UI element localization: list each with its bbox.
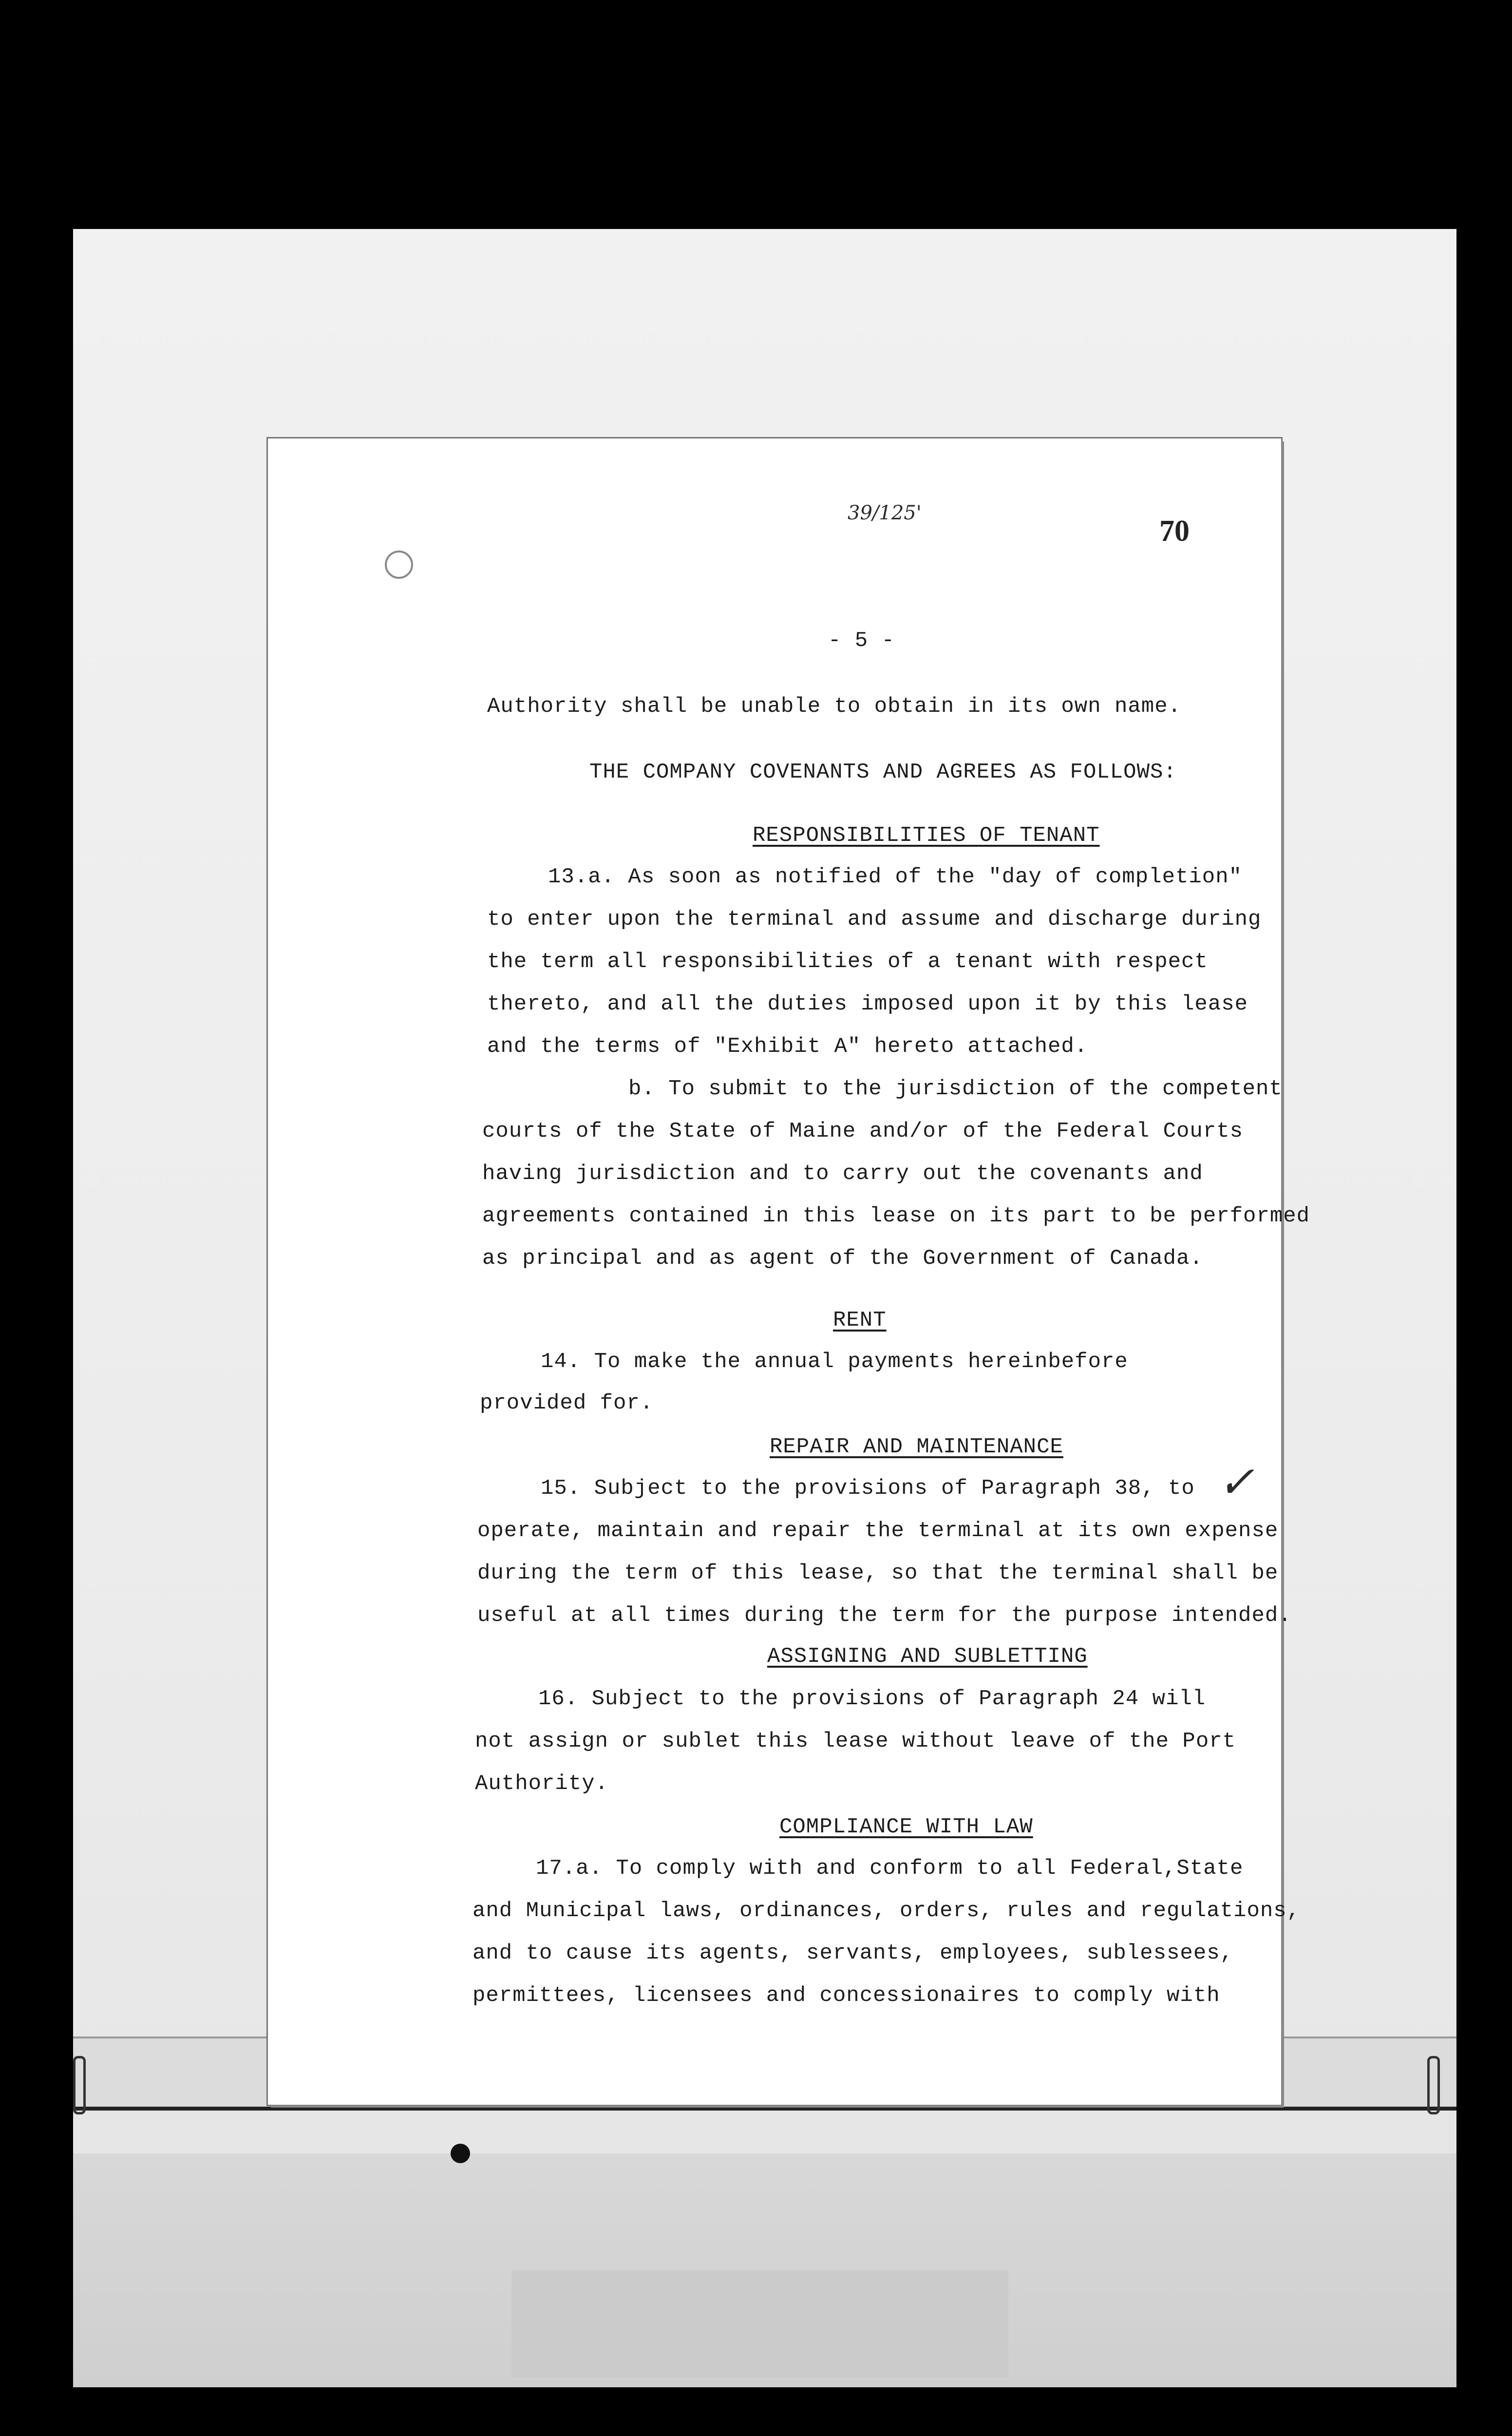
paragraph-line: operate, maintain and repair the terminal at its own expense [477, 1519, 1279, 1543]
paragraph-line: 16. Subject to the provisions of Paragraph 24 will [538, 1687, 1206, 1711]
section-heading-tenant: RESPONSIBILITIES OF TENANT [753, 823, 1100, 848]
paragraph-line: permittees, licensees and concessionaires to comply with [472, 1983, 1220, 2008]
paragraph-line: useful at all times during the term for the purpose intended. [477, 1603, 1292, 1628]
paragraph-line: provided for. [480, 1391, 654, 1415]
paragraph-line: 15. Subject to the provisions of Paragraph 38, to [541, 1476, 1195, 1501]
paragraph-line: b. To submit to the jurisdiction of the competent [628, 1077, 1283, 1101]
handwritten-reference: 39/125' [848, 502, 922, 524]
paragraph-line: as principal and as agent of the Government of Canada. [482, 1246, 1203, 1271]
section-heading-compliance: COMPLIANCE WITH LAW [779, 1815, 1033, 1839]
paragraph-line: agreements contained in this lease on its part to be performed [482, 1204, 1310, 1228]
section-heading-repair: REPAIR AND MAINTENANCE [770, 1435, 1063, 1459]
paragraph-line: 13.a. As soon as notified of the "day of completion" [548, 865, 1243, 889]
paragraph-line: thereto, and all the duties imposed upon it by this lease [487, 992, 1248, 1016]
page-number: 70 [1159, 514, 1190, 548]
paragraph-line: during the term of this lease, so that the terminal shall be [477, 1561, 1279, 1585]
paragraph-line: and Municipal laws, ordinances, orders, rules and regulations, [472, 1899, 1301, 1923]
page-header: - 5 - [828, 628, 895, 653]
paragraph-line: courts of the State of Maine and/or of the Federal Courts [482, 1119, 1244, 1143]
paragraph-line: 17.a. To comply with and conform to all Federal,State [536, 1856, 1244, 1881]
section-heading-assigning: ASSIGNING AND SUBLETTING [767, 1644, 1088, 1669]
intro-line: Authority shall be unable to obtain in its own name. [487, 694, 1182, 719]
paragraph-line: the term all responsibilities of a tenant with respect [487, 950, 1208, 974]
section-heading-rent: RENT [833, 1308, 887, 1332]
covenants-heading: THE COMPANY COVENANTS AND AGREES AS FOLLOWS: [589, 760, 1177, 784]
paragraph-line: to enter upon the terminal and assume and discharge during [487, 907, 1262, 932]
paragraph-line: 14. To make the annual payments hereinbefore [541, 1350, 1128, 1374]
paragraph-line: and the terms of "Exhibit A" hereto attached. [487, 1034, 1088, 1059]
paragraph-line: having jurisdiction and to carry out the covenants and [482, 1161, 1203, 1186]
paragraph-line: and to cause its agents, servants, employees, sublessees, [472, 1941, 1234, 1965]
checkmark-icon: ✓ [1218, 1457, 1255, 1508]
paragraph-line: Authority. [475, 1771, 609, 1796]
paragraph-line: not assign or sublet this lease without leave of the Port [475, 1729, 1236, 1753]
